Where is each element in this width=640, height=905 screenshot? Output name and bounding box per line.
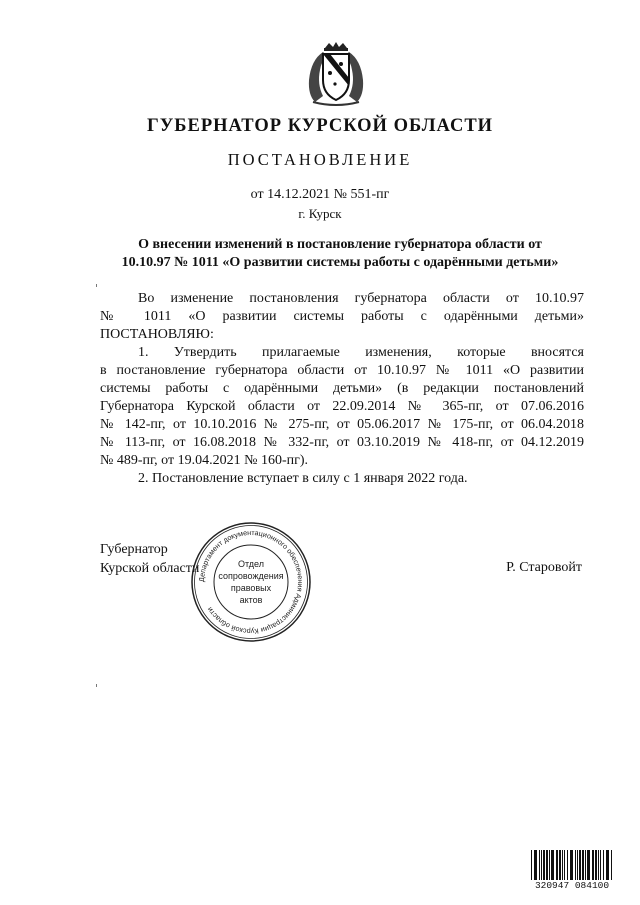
barcode-bar [606,850,609,880]
barcode-bar [562,850,563,880]
margin-mark [96,284,97,287]
item1-line: № 113-пг, от 16.08.2018 № 332-пг, от 03.10.2019 № 418-пг, от 04.12.2019 [100,435,584,450]
intro-line: № 1011 «О развитии системы работы с одарёнными детьми» [100,309,584,324]
barcode-bar [577,850,578,880]
barcode-bar [541,850,542,880]
issuer-title: ГУБЕРНАТОР КУРСКОЙ ОБЛАСТИ [146,116,494,136]
resolution-word: ПОСТАНОВЛЯЮ: [100,327,214,342]
intro-line: Во изменение постановления губернатора области от 10.10.97 [138,291,584,306]
barcode-bar [611,850,612,880]
barcode-bar [556,850,558,880]
item1-line: № 489-пг, от 19.04.2021 № 160-пг). [100,453,309,468]
item1-line: системы работы с одарёнными детьми» (в редакции постановлений [100,381,584,396]
document-city: г. Курск [298,206,342,221]
barcode-bar [587,850,590,880]
stamp-center-line: правовых [230,583,272,593]
subject-line-2: 10.10.97 № 1011 «О развитии системы работы с одарёнными детьми» [121,255,559,270]
barcode-bar [531,850,532,880]
document-type: ПОСТАНОВЛЕНИЕ [227,150,413,169]
barcode-bar [546,850,548,880]
item2-line: 2. Постановление вступает в силу с 1 января 2022 года. [138,471,468,486]
department-stamp [189,520,313,644]
stamp-center-line: сопровождения [218,571,284,581]
barcode-bar [592,850,594,880]
document-body [100,290,584,488]
item1-line: 1. Утвердить прилагаемые изменения, которые вносятся [138,345,584,360]
signatory-position [100,540,199,578]
barcode-bar [567,850,568,880]
signatory-position-line-1: Губернатор [100,542,168,557]
barcode-bar [579,850,581,880]
barcode-number: 320947 084100 [530,880,614,891]
barcode-bar [559,850,561,880]
stamp-ring-path: Департамент документационного обеспечения Администрации Курской области [196,527,306,637]
barcode-bar [539,850,540,880]
barcode-bar [598,850,599,880]
barcode-bar [570,850,573,880]
barcode-bar [551,850,554,880]
margin-mark [96,684,97,687]
barcode-bar [603,850,604,880]
barcode-bar [600,850,601,880]
item1-line: в постановление губернатора области от 10.10.97 № 1011 «О развитии [100,363,584,378]
item1-line: Губернатора Курской области от 22.09.2014 № 365-пг, от 07.06.2016 [100,399,584,414]
barcode-bar [549,850,550,880]
stamp-center-line: актов [239,595,263,605]
coat-of-arms-emblem [303,40,369,106]
signatory-position-line-2: Курской области [100,561,200,576]
stamp-center-line: Отдел [237,559,265,569]
barcode-bar [585,850,586,880]
subject-line-1: О внесении изменений в постановление губернатора области от [138,237,542,252]
item1-line: № 142-пг, от 10.10.2016 № 275-пг, от 05.06.2017 № 175-пг, от 06.04.2018 [100,417,584,432]
stamp-ring-text [197,528,305,636]
barcode-bar [575,850,576,880]
signatory-name: Р. Старовойт [506,560,582,575]
document-date-number: от 14.12.2021 № 551-пг [250,187,390,202]
barcode-bar [564,850,565,880]
barcode-bar [582,850,584,880]
barcode-bar [543,850,545,880]
barcode-bar [595,850,597,880]
document-subject [95,236,585,272]
barcode-bar [534,850,537,880]
